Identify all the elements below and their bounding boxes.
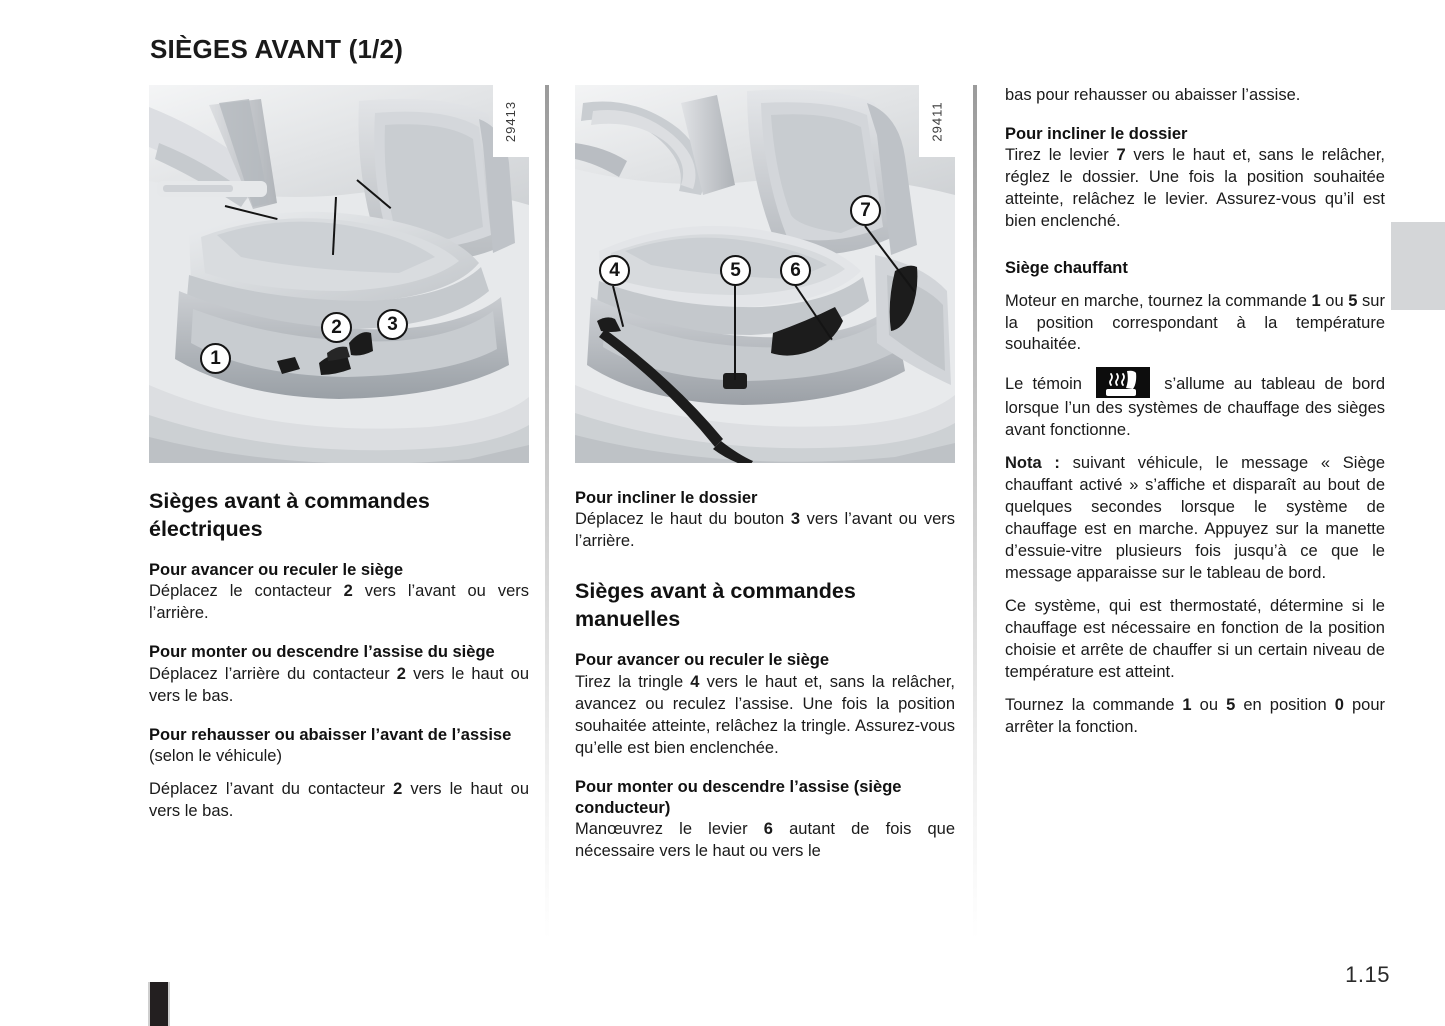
column-separator-2 <box>973 85 977 940</box>
figure-reference-value: 29413 <box>503 100 519 142</box>
callout-1: 1 <box>200 343 231 374</box>
subheading-move-seat-manual: Pour avancer ou reculer le siège <box>575 651 830 670</box>
paragraph-nota: Nota : suivant véhicule, le message « Siège chauffant activé » s’affiche et disparaît au bout de quelques secondes lorsque le système de chauffage est en marche. Appuyez sur la manette d’essuie-vitre plusieurs fois jusqu’à ce que le message apparaisse sur le tableau de bord. <box>1005 454 1386 582</box>
edge-tab-bottom <box>148 982 170 1026</box>
paragraph-recline-backrest-manual: Tirez le levier 7 vers le haut et, sans le relâcher, réglez le dossier. Une fois la position souhaitée atteinte, relâchez le levier. Assurez-vous qu’il est bien enclenché. <box>1005 146 1385 231</box>
heated-seat-icon <box>1096 367 1150 398</box>
figure-electric-seat <box>149 85 529 463</box>
page-number: 1.15 <box>1345 962 1390 987</box>
figure-reference-number <box>919 85 955 157</box>
paragraph-heated-seat-operation: Moteur en marche, tournez la commande 1 ou 5 sur la position correspondant à la température souhaitée. <box>1005 291 1385 354</box>
figure-electric-seat-illustration <box>149 85 529 463</box>
edge-tab-right <box>1391 222 1445 310</box>
callout-2: 2 <box>321 312 352 343</box>
callout-4: 4 <box>599 255 630 286</box>
subheading-raise-lower-cushion-manual: Pour monter ou descendre l’assise (siège conducteur) <box>575 777 902 817</box>
column-left <box>149 85 529 823</box>
subheading-raise-lower-cushion: Pour monter ou descendre l’assise du siège <box>149 643 495 662</box>
subheading-move-seat: Pour avancer ou reculer le siège <box>149 561 404 580</box>
note-depending-on-vehicle: (selon le véhicule) <box>149 747 282 766</box>
callout-5: 5 <box>720 255 751 286</box>
callout-6: 6 <box>780 255 811 286</box>
paragraph-raise-lower-front: Déplacez l’avant du contacteur 2 vers le haut ou vers le bas. <box>149 780 529 820</box>
figure-manual-seat-illustration <box>575 85 955 463</box>
paragraph-continuation: bas pour rehausser ou abaisser l’assise. <box>1005 86 1301 104</box>
column-right <box>1005 85 1385 739</box>
subheading-recline-backrest-electric: Pour incliner le dossier <box>575 489 758 507</box>
figure-reference-number <box>493 85 529 157</box>
subheading-heated-seat: Siège chauffant <box>1005 259 1128 278</box>
paragraph-move-seat: Déplacez le contacteur 2 vers l’avant ou vers l’arrière. <box>149 582 529 623</box>
column-middle <box>575 85 955 863</box>
paragraph-recline-backrest-electric: Déplacez le haut du bouton 3 vers l’avant ou vers l’arrière. <box>575 510 955 551</box>
paragraph-raise-lower-cushion-manual: Manœuvrez le levier 6 autant de fois que nécessaire vers le haut ou vers le <box>575 820 956 861</box>
subheading-recline-backrest-manual: Pour incliner le dossier <box>1005 124 1188 143</box>
page-title: SIÈGES AVANT (1/2) <box>150 34 404 64</box>
paragraph-move-seat-manual: Tirez la tringle 4 vers le haut et, sans la relâcher, avancez ou reculez l’assise. Une fois la position souhaitée atteinte, relâchez la tringle. Assurez-vous qu’elle est bien enclenchée. <box>575 672 955 757</box>
paragraph-heated-seat-telltale: Le témoin s’allume au tableau de bord lorsque l’un des systèmes de chauffage des sièges avant fonctionne. <box>1005 367 1385 442</box>
subheading-raise-lower-front: Pour rehausser ou abaisser l’avant de l’assise <box>149 725 512 744</box>
paragraph-raise-lower-cushion: Déplacez l’arrière du contacteur 2 vers le haut ou vers le bas. <box>149 664 529 705</box>
paragraph-thermostat: Ce système, qui est thermostaté, détermine si le chauffage est nécessaire en fonction de la position choisie et arrête de chauffer si un certain niveau de température est atteint. <box>1005 596 1385 681</box>
callout-3: 3 <box>377 309 408 340</box>
figure-reference-value: 29411 <box>929 100 945 142</box>
figure-manual-seat <box>575 85 955 463</box>
column-separator-1 <box>545 85 549 940</box>
paragraph-turn-off: Tournez la commande 1 ou 5 en position 0 pour arrêter la fonction. <box>1005 695 1386 736</box>
heated-seat-icon-glyph <box>1096 367 1150 398</box>
callout-7: 7 <box>850 195 881 226</box>
section-heading-electric-seats: Sièges avant à commandes électriques <box>149 489 430 541</box>
leader-line-5 <box>734 284 736 380</box>
section-heading-manual-seats: Sièges avant à commandes manuelles <box>575 579 856 631</box>
